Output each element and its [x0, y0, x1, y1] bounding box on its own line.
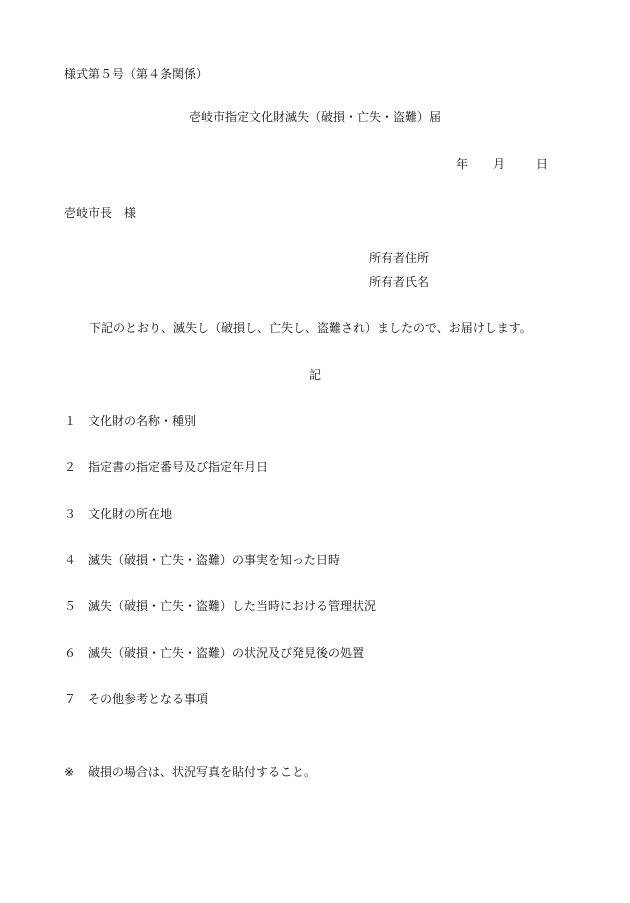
- item-number: ５: [64, 599, 77, 613]
- item-text: 文化財の所在地: [88, 507, 173, 521]
- list-item: [64, 600, 376, 612]
- addressee: 壱岐市長 様: [64, 206, 137, 220]
- item-text: その他参考となる事項: [88, 692, 209, 706]
- document-title: 壱岐市指定文化財滅失（破損・亡失・盗難）届: [188, 110, 441, 124]
- item-number: ７: [64, 692, 77, 706]
- list-item: [64, 647, 364, 659]
- note-text: 破損の場合は、状況写真を貼付すること。: [88, 765, 317, 779]
- date-month: 月: [493, 157, 506, 171]
- owner-address-label: 所有者住所: [369, 251, 430, 265]
- date-day: 日: [536, 157, 549, 171]
- item-text: 滅失（破損・亡失・盗難）した当時における管理状況: [88, 599, 377, 613]
- item-text: 文化財の名称・種別: [88, 414, 197, 428]
- item-number: ３: [64, 507, 77, 521]
- note: [64, 766, 316, 778]
- note-mark: ※: [64, 765, 75, 779]
- list-item: [64, 508, 172, 520]
- date-line: [456, 158, 548, 170]
- item-number: ２: [64, 460, 77, 474]
- form-number: 様式第５号（第４条関係）: [64, 67, 209, 81]
- item-number: ４: [64, 553, 77, 567]
- list-item: [64, 415, 196, 427]
- date-year: 年: [456, 157, 469, 171]
- item-text: 滅失（破損・亡失・盗難）の状況及び発見後の処置: [88, 646, 365, 660]
- body-text: 下記のとおり、滅失し（破損し、亡失し、盗難され）ましたので、お届けします。: [89, 321, 532, 335]
- item-text: 指定書の指定番号及び指定年月日: [88, 460, 269, 474]
- list-item: [64, 554, 340, 566]
- item-text: 滅失（破損・亡失・盗難）の事実を知った日時: [88, 553, 341, 567]
- owner-name-label: 所有者氏名: [369, 275, 430, 289]
- item-number: １: [64, 414, 77, 428]
- item-number: ６: [64, 646, 77, 660]
- list-item: [64, 693, 208, 705]
- ki-heading: 記: [308, 368, 321, 382]
- list-item: [64, 461, 268, 473]
